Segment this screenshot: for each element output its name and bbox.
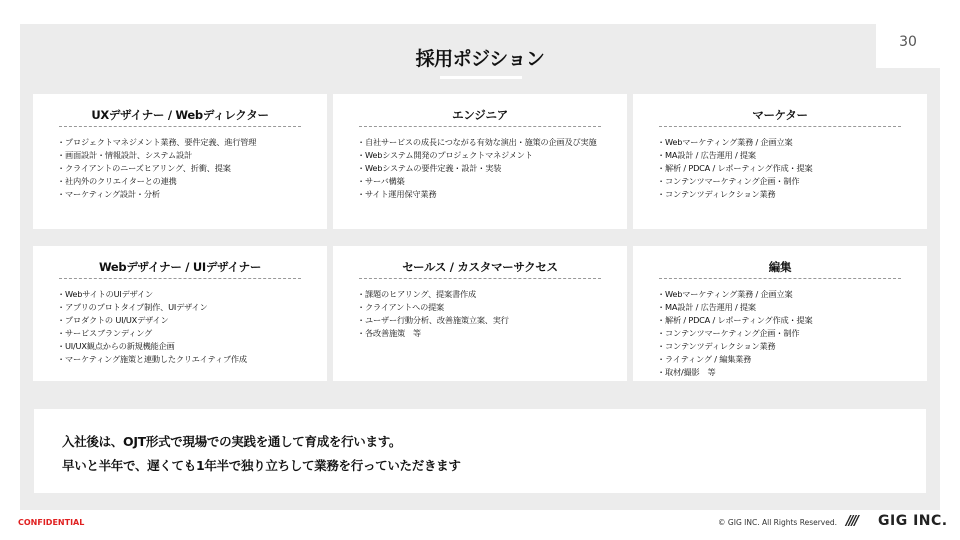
card-title: UXデザイナー / Webディレクター [91, 108, 269, 122]
list-item: ・WebサイトのUIデザイン [57, 289, 153, 299]
title-underline [440, 76, 522, 79]
list-item: ・MA設計 / 広告運用 / 提案 [657, 302, 756, 312]
page-number: 30 [899, 34, 917, 50]
list-item: ・Webシステム開発のプロジェクトマネジメント [357, 150, 533, 160]
position-card-sales [333, 246, 627, 381]
list-item: ・コンテンツマーケティング企画・制作 [657, 176, 800, 186]
card-duty-list [333, 136, 627, 201]
list-item: ・画面設計・情報設計、システム設計 [57, 150, 192, 160]
list-item: ・ユーザー行動分析、改善施策立案、実行 [357, 315, 509, 325]
position-card-engineer [333, 94, 627, 229]
card-divider [59, 278, 301, 279]
card-title: Webデザイナー / UIデザイナー [98, 260, 262, 274]
logo-mark-icon: //// [846, 514, 857, 529]
list-item: ・クライアントへの提案 [357, 302, 445, 312]
list-item: ・自社サービスの成長につながる有効な演出・施策の企画及び実施 [357, 137, 597, 147]
list-item: ・コンテンツディレクション業務 [657, 189, 776, 199]
card-divider [659, 126, 901, 127]
list-item: ・Webマーケティング業務 / 企画立案 [657, 137, 793, 147]
list-item: ・サイト運用保守業務 [357, 189, 437, 199]
copyright-notice: © GIG INC. All Rights Reserved. [718, 518, 837, 527]
card-title: マーケター [752, 108, 808, 122]
card-duty-list [33, 136, 327, 201]
list-item: ・課題のヒアリング、提案書作成 [357, 289, 476, 299]
list-item: ・取材/撮影 等 [657, 367, 716, 377]
list-item: ・解析 / PDCA / レポーティング作成・提案 [657, 315, 813, 325]
card-duty-list [33, 288, 327, 366]
list-item: ・コンテンツマーケティング企画・制作 [657, 328, 800, 338]
training-message-line-1: 入社後は、OJT形式で現場での実践を通して育成を行います。 [62, 434, 402, 449]
card-title: 編集 [768, 260, 792, 274]
training-message-line-2: 早いと半年で、遅くても1年半で独り立ちして業務を行っていただきます [62, 458, 461, 473]
logo-text: GIG INC. [878, 513, 948, 529]
list-item: ・サーバ構築 [357, 176, 405, 186]
list-item: ・アプリのプロトタイプ制作、UIデザイン [57, 302, 208, 312]
list-item: ・マーケティング設計・分析 [57, 189, 160, 199]
card-duty-list [633, 288, 927, 379]
list-item: ・プロジェクトマネジメント業務、要件定義、進行管理 [57, 137, 257, 147]
card-divider [59, 126, 301, 127]
list-item: ・Webマーケティング業務 / 企画立案 [657, 289, 793, 299]
card-divider [359, 278, 601, 279]
training-message-box [34, 409, 926, 493]
confidential-label: CONFIDENTIAL [18, 518, 85, 527]
list-item: ・MA設計 / 広告運用 / 提案 [657, 150, 756, 160]
list-item: ・UI/UX観点からの新規機能企画 [57, 341, 175, 351]
card-title: セールス / カスタマーサクセス [402, 260, 558, 274]
position-card-ux-designer [33, 94, 327, 229]
position-card-web-designer [33, 246, 327, 381]
page-title: 採用ポジション [415, 48, 545, 70]
gig-logo [846, 513, 948, 531]
list-item: ・コンテンツディレクション業務 [657, 341, 776, 351]
list-item: ・プロダクトの UI/UXデザイン [57, 315, 169, 325]
list-item: ・サービスブランディング [57, 328, 153, 338]
card-divider [359, 126, 601, 127]
list-item: ・社内外のクリエイターとの連携 [57, 176, 177, 186]
list-item: ・各改善施策 等 [357, 328, 421, 338]
list-item: ・マーケティング施策と連動したクリエイティブ作成 [57, 354, 247, 364]
list-item: ・Webシステムの要件定義・設計・実装 [357, 163, 502, 173]
card-duty-list [333, 288, 627, 340]
list-item: ・解析 / PDCA / レポーティング作成・提案 [657, 163, 813, 173]
position-card-marketer [633, 94, 927, 229]
card-title: エンジニア [452, 108, 508, 122]
card-divider [659, 278, 901, 279]
list-item: ・クライアントのニーズヒアリング、折衝、提案 [57, 163, 231, 173]
position-card-editor [633, 246, 927, 381]
list-item: ・ライティング / 編集業務 [657, 354, 752, 364]
card-duty-list [633, 136, 927, 201]
